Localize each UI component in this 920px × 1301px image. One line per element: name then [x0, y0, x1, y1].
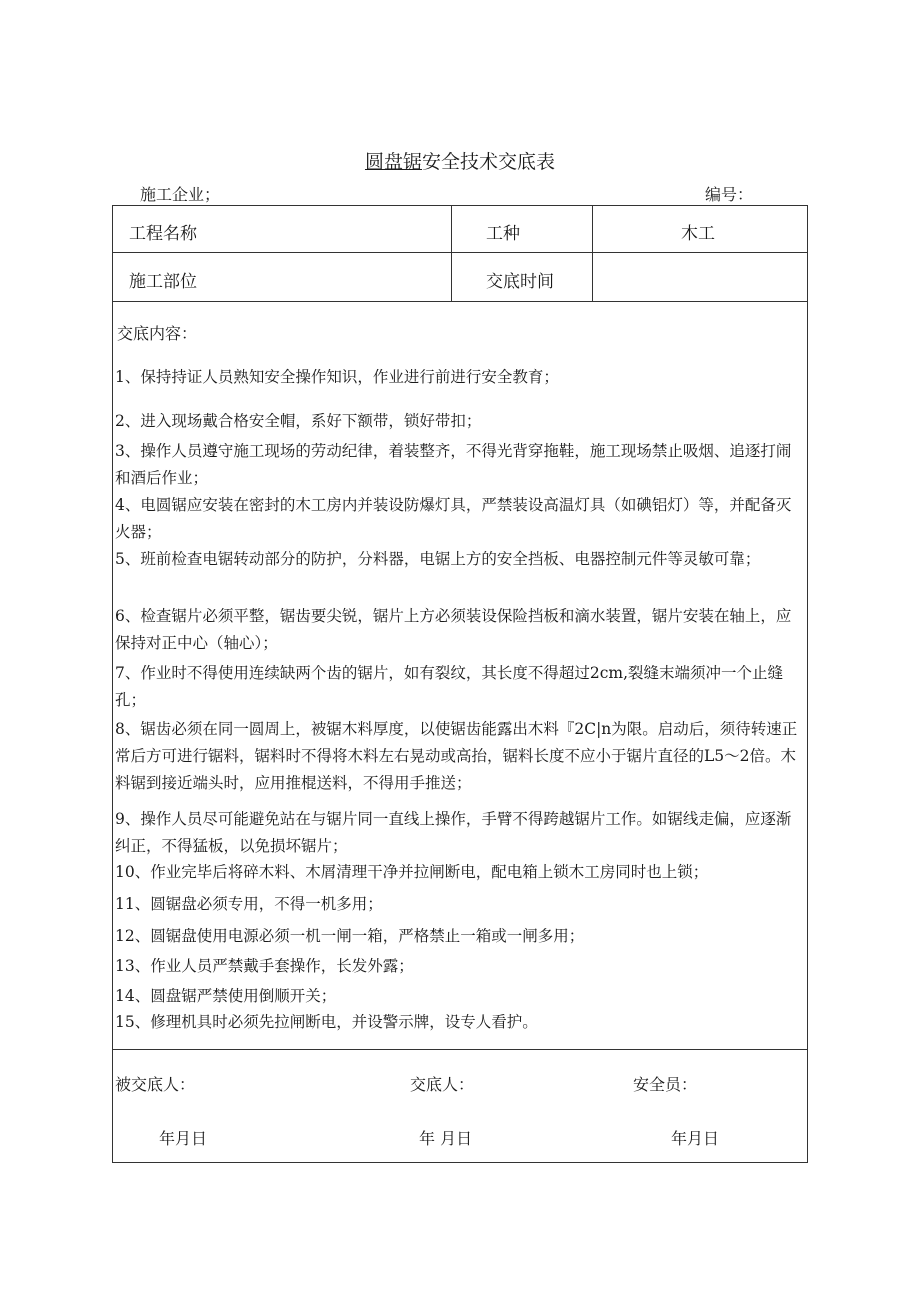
- project-name-label: 工程名称: [129, 224, 197, 244]
- list-item: 8、锯齿必须在同一圆周上，被锯木料厚度，以使锯齿能露出木料『2C|n为限。启动后，须待转速正常后方可进行锯料，锯料时不得将木料左右晃动或高抬，锯料长度不应小于锯片直径的L5～2倍。木料锯到接近端头时，应用推棍送料，不得用手推送；: [115, 720, 798, 792]
- row-divider: [113, 252, 807, 253]
- date-receiver: 年月日: [159, 1129, 208, 1148]
- list-item: 7、作业时不得使用连续缺两个齿的锯片，如有裂纹，其长度不得超过2cm,裂缝末端须冲一个止缝孔；: [115, 664, 784, 709]
- date-safety-officer: 年月日: [671, 1129, 720, 1148]
- list-item: 6、检查锯片必须平整，锯齿要尖锐，锯片上方必须装设保险挡板和滴水装置，锯片安装在轴上，应保持对正中心（轴心）；: [115, 607, 792, 652]
- list-item: 10、作业完毕后将碎木料、木屑清理干净并拉闸断电，配电箱上锁木工房同时也上锁；: [115, 863, 709, 881]
- document-title-main: 圆盘锯: [364, 151, 422, 173]
- list-item: 9、操作人员尽可能避免站在与锯片同一直线上操作，手臂不得跨越锯片工作。如锯线走偏，应逐渐纠正，不得猛板，以免损坏锯片；: [115, 810, 792, 855]
- list-item: 3、操作人员遵守施工现场的劳动纪律，着装整齐，不得光背穿拖鞋，施工现场禁止吸烟、追逐打闹和酒后作业；: [115, 442, 792, 487]
- safety-officer-label: 安全员：: [633, 1075, 698, 1094]
- list-item: 4、电圆锯应安装在密封的木工房内并装设防爆灯具，严禁装设高温灯具（如碘铝灯）等，并配备灭火器；: [115, 496, 792, 541]
- date-discloser: 年 月日: [419, 1129, 473, 1148]
- receiver-label: 被交底人：: [115, 1075, 196, 1094]
- work-type-value: 木工: [681, 224, 715, 244]
- list-item: 2、进入现场戴合格安全帽，系好下额带，锁好带扣；: [115, 412, 482, 430]
- list-item: 14、圆盘锯严禁使用倒顺开关；: [115, 987, 337, 1005]
- row-divider: [113, 1049, 807, 1050]
- list-item: 13、作业人员严禁戴手套操作，长发外露；: [115, 957, 414, 975]
- list-item: 12、圆锯盘使用电源必须一机一闸一箱，严格禁止一箱或一闸多用；: [115, 927, 585, 945]
- content-label: 交底内容：: [117, 324, 198, 343]
- list-item: 15、修理机具时必须先拉闸断电，并设警示牌，设专人看护。: [115, 1013, 538, 1031]
- list-item: 11、圆锯盘必须专用，不得一机多用；: [115, 895, 383, 913]
- row-divider: [113, 301, 807, 302]
- number-label: 编号：: [705, 185, 754, 204]
- column-divider: [592, 206, 593, 301]
- disclosure-table: [112, 205, 808, 1163]
- column-divider: [451, 206, 452, 301]
- list-item: 1、保持持证人员熟知安全操作知识，作业进行前进行安全教育；: [115, 368, 559, 386]
- list-item: 5、班前检查电锯转动部分的防护，分料器，电锯上方的安全挡板、电器控制元件等灵敏可靠；: [115, 550, 761, 568]
- location-label: 施工部位: [129, 272, 197, 292]
- document-title: [0, 147, 920, 174]
- work-type-label: 工种: [486, 224, 520, 244]
- company-label: 施工企业；: [140, 185, 221, 204]
- time-label: 交底时间: [486, 272, 554, 292]
- document-title-rest: 安全技术交底表: [422, 151, 556, 173]
- discloser-label: 交底人：: [410, 1075, 475, 1094]
